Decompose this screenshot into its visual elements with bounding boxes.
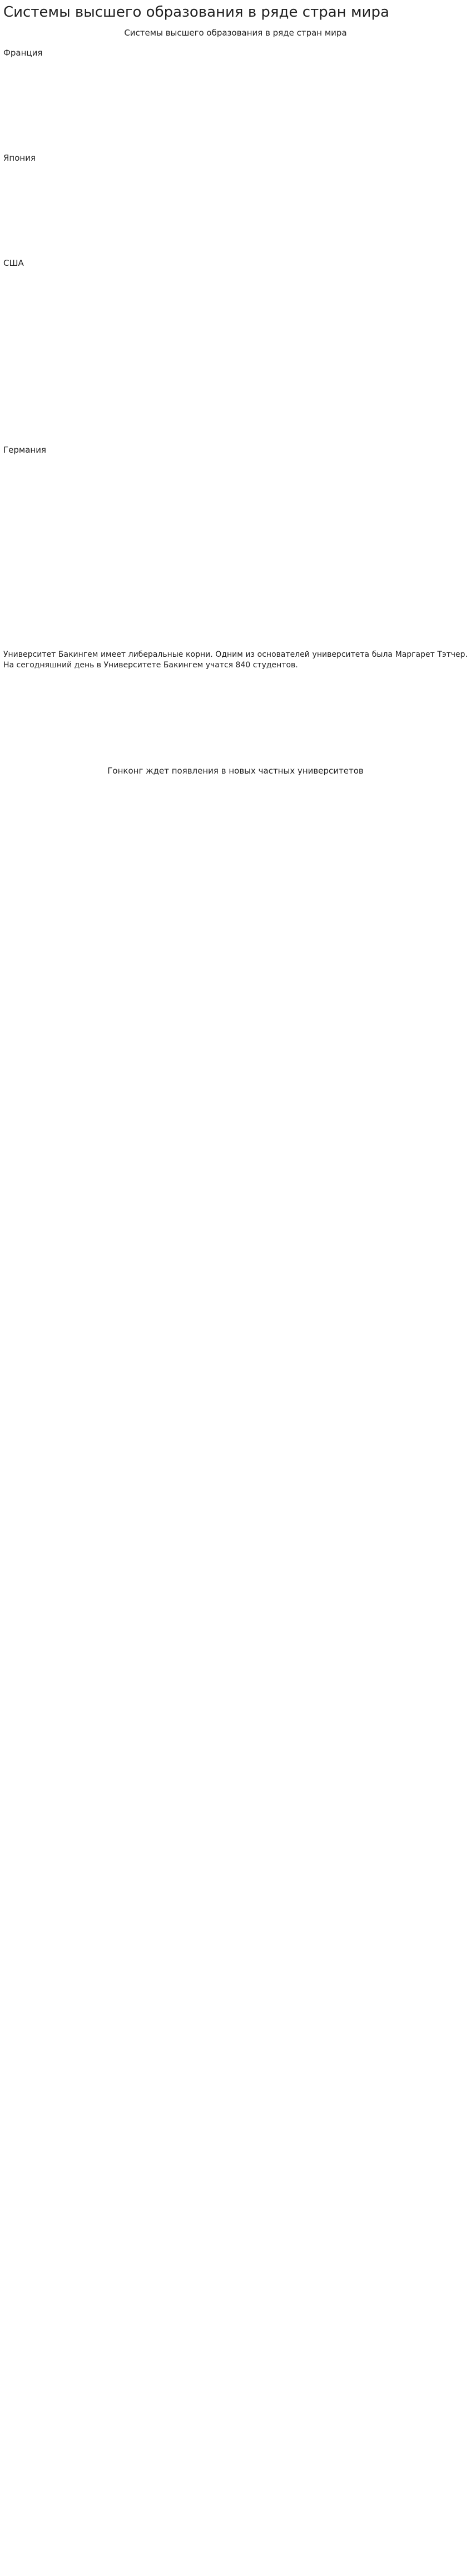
section-germany [3, 445, 468, 621]
text-block-placeholder [3, 1251, 468, 1317]
source-link[interactable] [3, 934, 468, 944]
paragraph [3, 781, 468, 792]
section-heading: Япония [3, 153, 36, 163]
text-block-placeholder [3, 958, 468, 1024]
section-france-modern [3, 1236, 468, 1343]
source-link[interactable] [3, 675, 468, 686]
paragraph [3, 1024, 468, 1035]
source-link[interactable] [3, 1145, 468, 1156]
paragraph [3, 353, 468, 364]
text-block-placeholder [3, 368, 468, 435]
paragraph [3, 1236, 468, 1246]
section-heading: США [3, 258, 24, 268]
section-france [3, 48, 468, 72]
paragraph [3, 271, 468, 282]
text-block-placeholder [3, 796, 468, 919]
paragraph [3, 166, 468, 177]
document-subtitle: Системы высшего образования в ряде стран мира [124, 28, 347, 38]
paragraph [3, 1130, 468, 1141]
document-title: Системы высшего образования в ряде стран мира [3, 4, 389, 21]
paragraph [3, 458, 468, 469]
paragraph [3, 919, 468, 929]
paragraph: Университет Бакингем имеет либеральные корни. Одним из основателей университета была Маргарет Тэтчер. На сегодняшний день в Университете Бакингем учатся 840 студентов. [3, 650, 468, 670]
text-block-placeholder [3, 1169, 468, 1236]
section-hongkong [3, 766, 468, 944]
text-block-placeholder [3, 473, 468, 596]
section-heading: Гонконг ждет появления в новых частных университетов [107, 766, 364, 776]
paragraph [3, 635, 468, 645]
text-block-placeholder [3, 286, 468, 353]
section-usa [3, 258, 468, 364]
section-harvard [3, 1130, 468, 1156]
source-link[interactable] [3, 611, 468, 621]
section-heading: Франция [3, 48, 43, 58]
text-block-placeholder [3, 699, 468, 766]
section-japan [3, 153, 468, 177]
source-link[interactable] [3, 1039, 468, 1050]
text-block-placeholder [3, 181, 468, 248]
text-block-placeholder [3, 76, 468, 143]
paragraph [3, 596, 468, 606]
section-heading: Германия [3, 445, 46, 455]
source-link[interactable] [3, 1332, 468, 1343]
section-russia [3, 1024, 468, 1050]
text-block-placeholder [3, 1063, 468, 1130]
paragraph [3, 1317, 468, 1328]
section-buckingham [3, 635, 468, 686]
paragraph [3, 61, 468, 72]
